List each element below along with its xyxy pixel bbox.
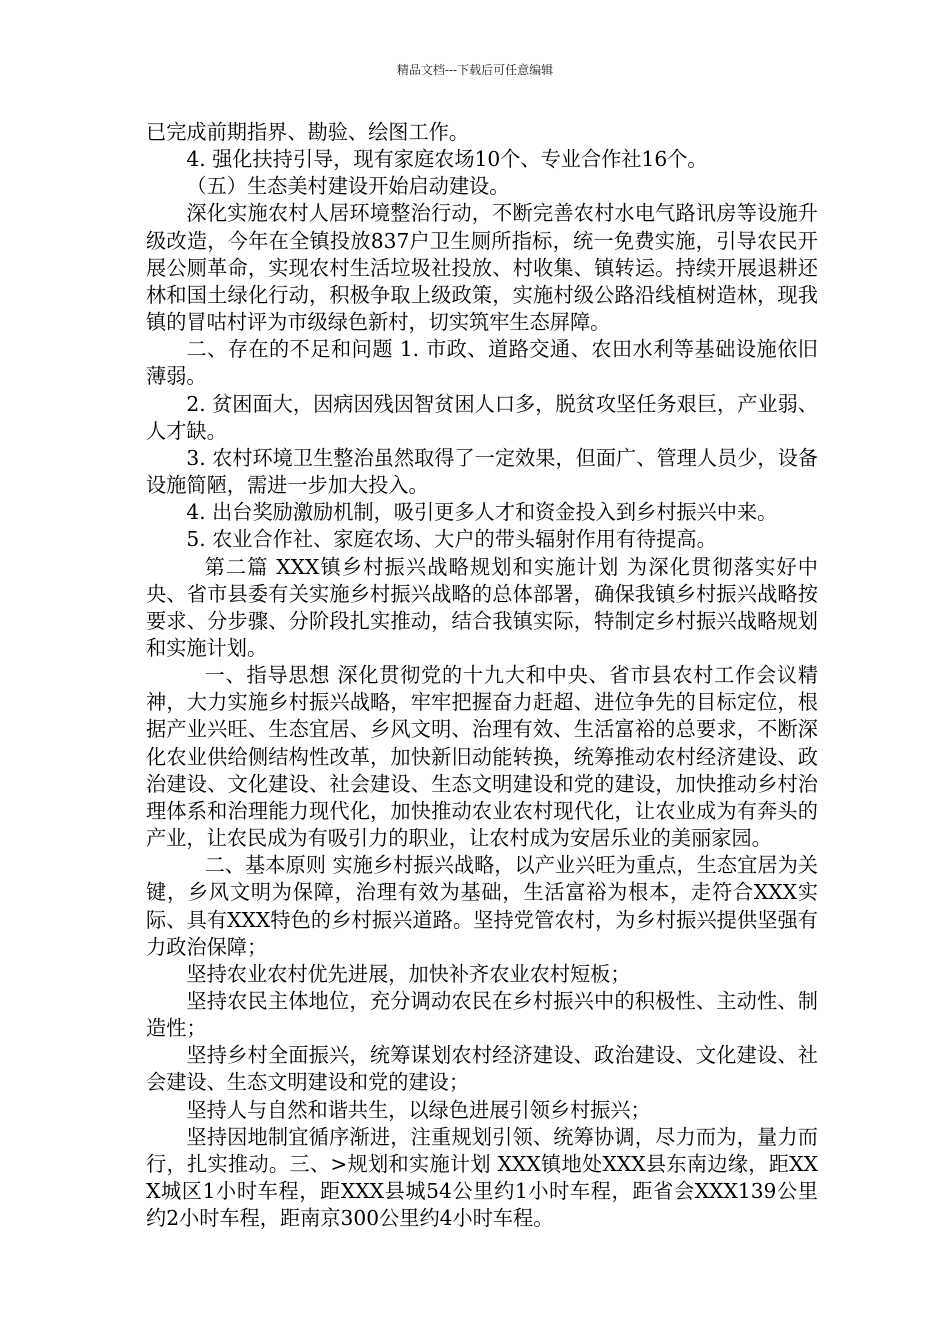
paragraph-9: 5. 农业合作社、家庭农场、大户的带头辐射作用有待提高。 — [186, 527, 717, 552]
paragraph-15: 坚持乡村全面振兴，统筹谋划农村经济建设、政治建设、文化建设、社会建设、生态文明建设和党的建设； — [146, 1043, 818, 1095]
paragraph-8: 4. 出台奖励激励机制，吸引更多人才和资金投入到乡村振兴中来。 — [186, 500, 778, 525]
paragraph-13: 坚持农业农村优先进展，加快补齐农业农村短板； — [186, 961, 631, 986]
paragraph-2: 4. 强化扶持引导，现有家庭农场10个、专业合作社16个。 — [186, 147, 708, 172]
paragraph-11: 一、指导思想 深化贯彻党的十九大和中央、省市县农村工作会议精神，大力实施乡村振兴战略，牢牢把握奋力赶超、进位争先的目标定位，根据产业兴旺、生态宜居、乡风文明、治理有效、生活富裕的总要求，不断深化农业供给侧结构性改革，加快新旧动能转换，统筹推动农村经济建设、政治建设、文化建设、社会建设、生态文明建设和党的建设，加快推动乡村治理体系和治理能力现代化，加快推动农业农村现代化，让农业成为有奔头的产业，让农民成为有吸引力的职业，让农村成为安居乐业的美丽家园。 — [146, 663, 818, 851]
paragraph-4: 深化实施农村人居环境整治行动，不断完善农村水电气路讯房等设施升级改造，今年在全镇投放837户卫生厕所指标，统一免费实施，引导农民开展公厕革命，实现农村生活垃圾社投放、村收集、镇转运。持续开展退耕还林和国土绿化行动，积极争取上级政策，实施村级公路沿线植树造林，现我镇的冒咕村评为市级绿色新村，切实筑牢生态屏障。 — [146, 201, 818, 335]
paragraph-6: 2. 贫困面大，因病因残因智贫困人口多，脱贫攻坚任务艰巨，产业弱、人才缺。 — [146, 391, 818, 443]
paragraph-5: 二、存在的不足和问题 1. 市政、道路交通、农田水利等基础设施依旧薄弱。 — [146, 337, 818, 389]
paragraph-17: 坚持因地制宜循序渐进，注重规划引领、统筹协调，尽力而为，量力而行，扎实推动。三、>规划和实施计划 XXX镇地处XXX县东南边缘，距XXX城区1小时车程，距XXX县城54公里约1小时车程，距省会XXX139公里约2小时车程，距南京300公里约4小时车程。 — [146, 1124, 818, 1231]
paragraph-12: 二、基本原则 实施乡村振兴战略，以产业兴旺为重点，生态宜居为关键，乡风文明为保障，治理有效为基础，生活富裕为根本，走符合XXX实际、具有XXX特色的乡村振兴道路。坚持党管农村，为乡村振兴提供坚强有力政治保障； — [146, 853, 818, 959]
paragraph-10: 第二篇 XXX镇乡村振兴战略规划和实施计划 为深化贯彻落实好中央、省市县委有关实施乡村振兴战略的总体部署，确保我镇乡村振兴战略按要求、分步骤、分阶段扎实推动，结合我镇实际，特制定乡村振兴战略规划和实施计划。 — [146, 554, 818, 660]
paragraph-1: 已完成前期指界、勘验、绘图工作。 — [146, 120, 470, 144]
paragraph-16: 坚持人与自然和谐共生，以绿色进展引领乡村振兴； — [186, 1097, 651, 1122]
paragraph-14: 坚持农民主体地位，充分调动农民在乡村振兴中的积极性、主动性、制造性； — [146, 989, 818, 1041]
page-header: 精品文档---下载后可任意编辑 — [396, 63, 554, 77]
document-body — [146, 119, 818, 1232]
paragraph-7: 3. 农村环境卫生整治虽然取得了一定效果，但面广、管理人员少，设备设施简陋，需进一步加大投入。 — [146, 445, 818, 498]
paragraph-3: （五）生态美村建设开始启动建设。 — [186, 174, 510, 199]
